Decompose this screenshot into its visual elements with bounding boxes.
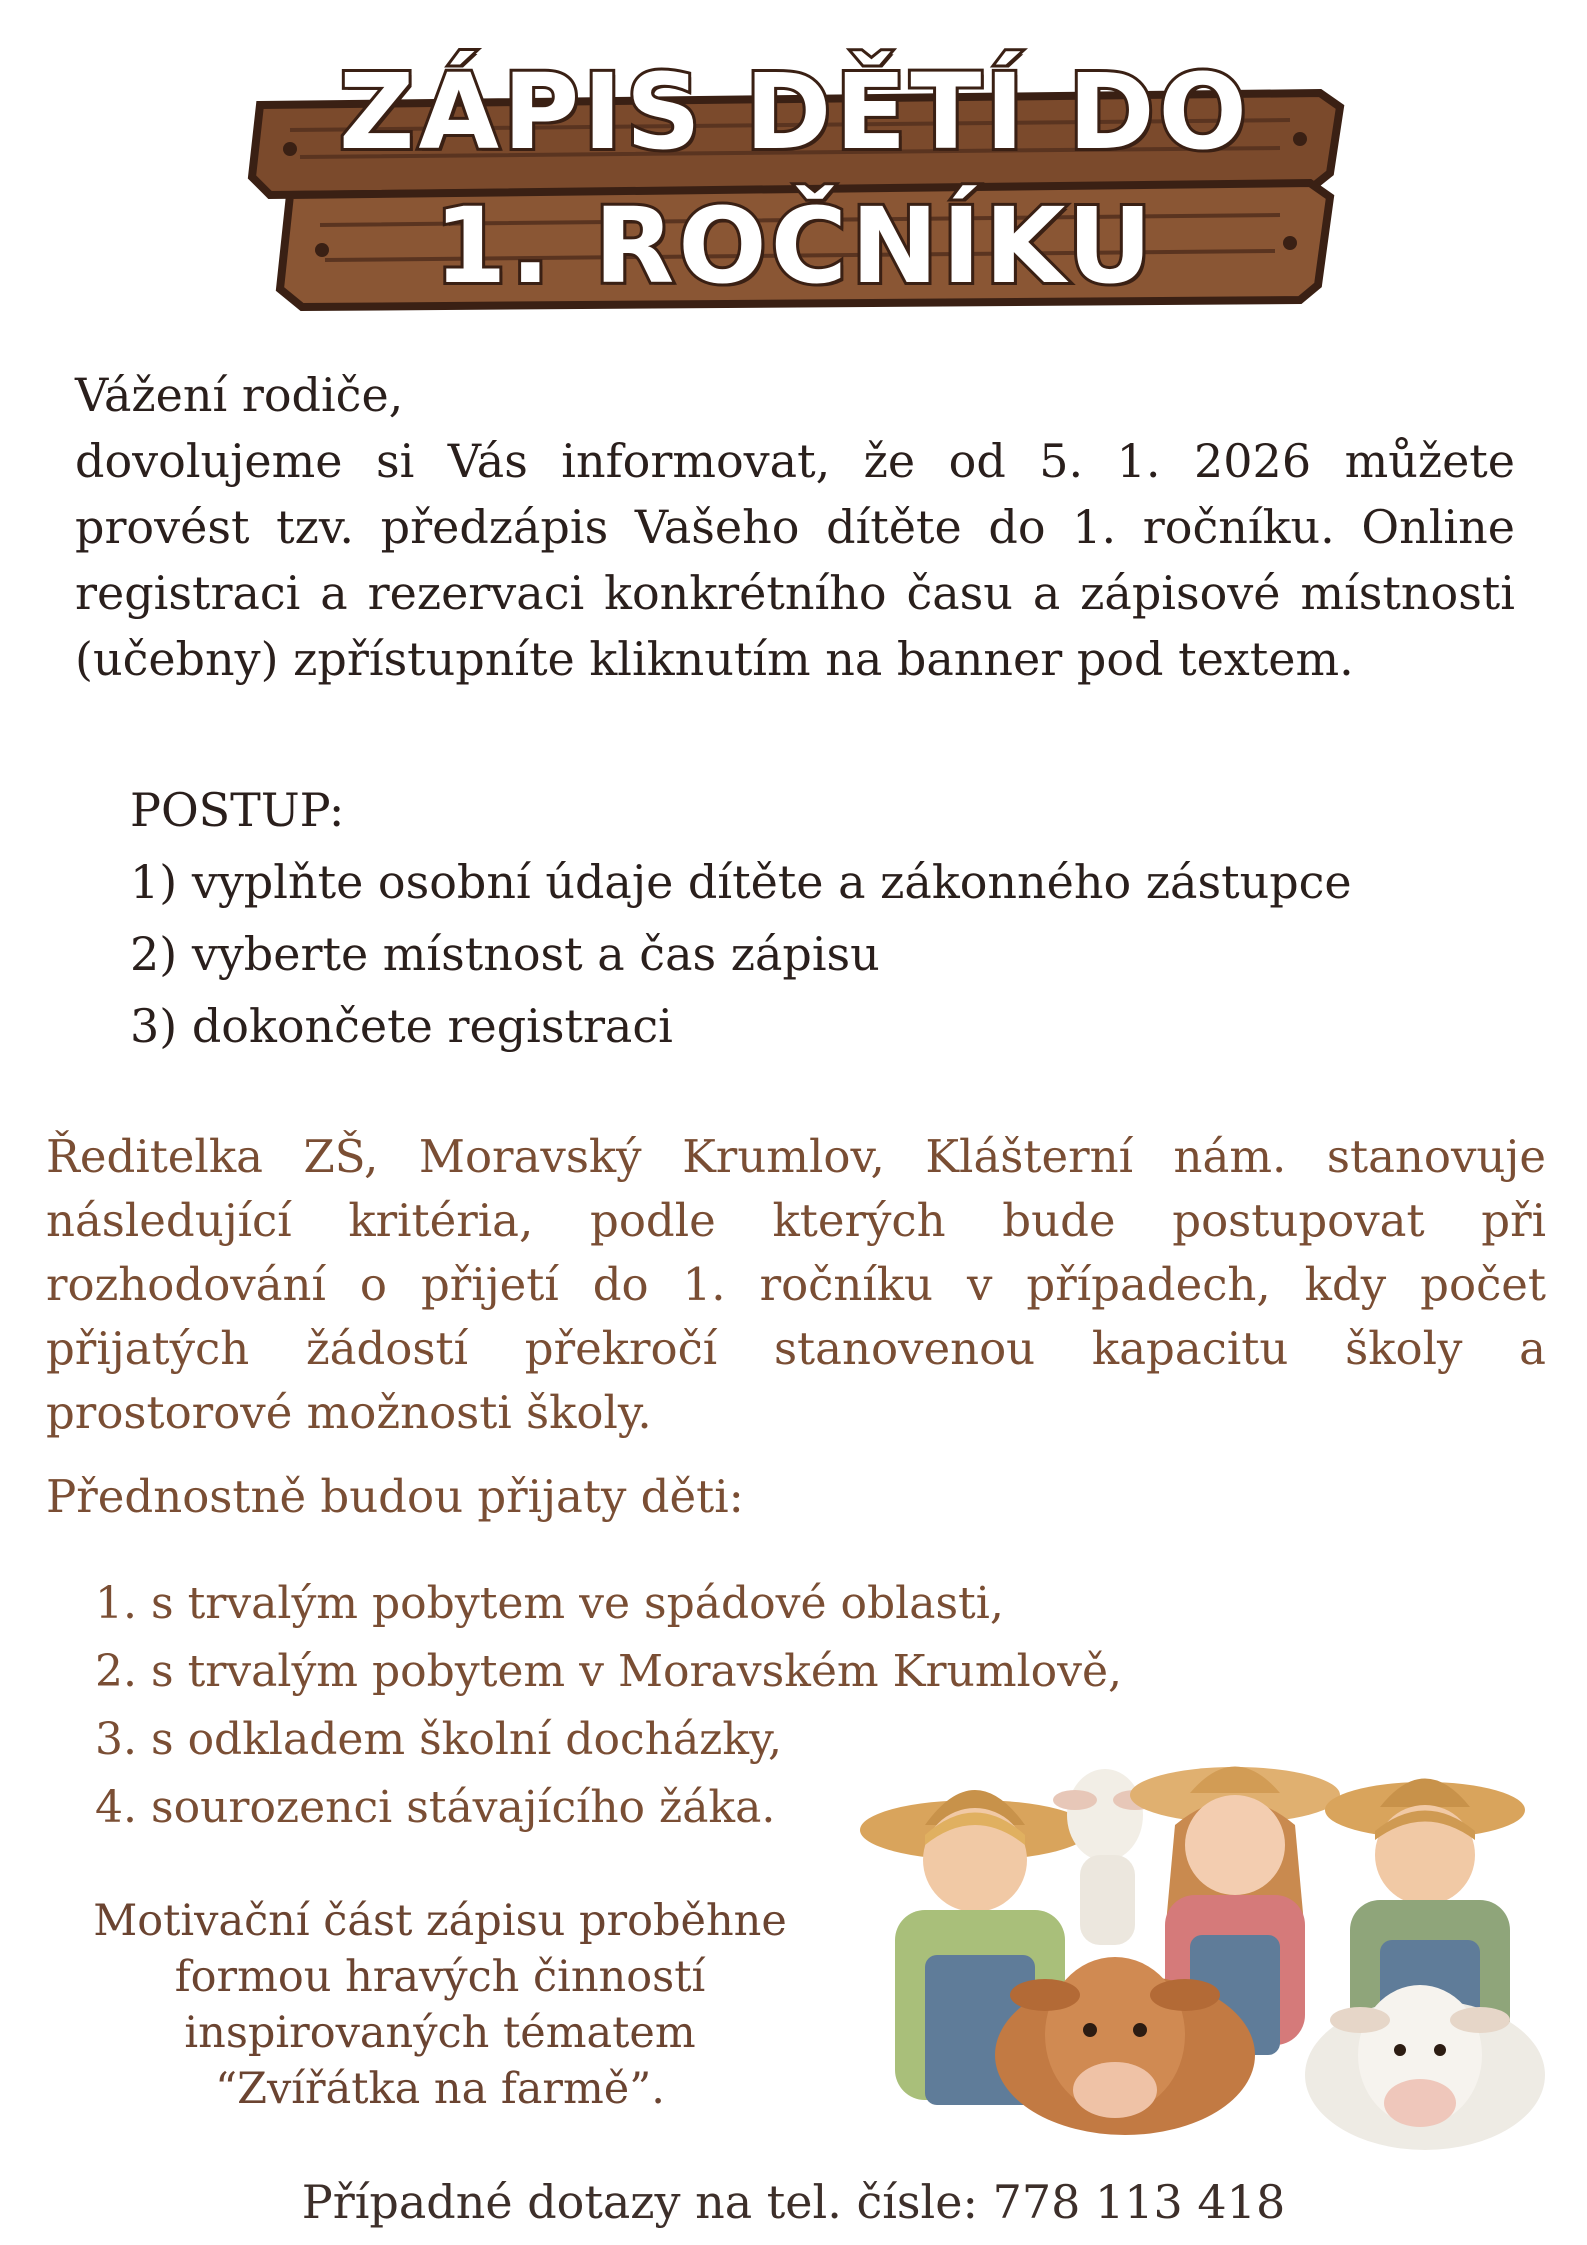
greeting: Vážení rodiče, xyxy=(75,368,404,422)
list-item xyxy=(85,1570,1285,1638)
list-text: s trvalým pobytem ve spádové oblasti, xyxy=(151,1578,1004,1629)
farm-children-icon xyxy=(835,1735,1555,2155)
list-number: 3. xyxy=(95,1714,137,1765)
step-item: 1) vyplňte osobní údaje dítěte a zákonného zástupce xyxy=(130,855,1352,909)
intro-body: dovolujeme si Vás informovat, že od 5. 1. 2026 můžete provést tzv. předzápis Vašeho dítěte do 1. ročníku. Online registraci a rezervaci konkrétního času a zápisové místnosti (učebny) zpřístupníte kliknutím na banner pod textem. xyxy=(75,434,1515,686)
step-item: 2) vyberte místnost a čas zápisu xyxy=(130,927,880,981)
motivation-line: “Zvířátka na farmě”. xyxy=(215,2064,665,2114)
list-item xyxy=(85,1638,1285,1706)
list-text: s trvalým pobytem v Moravském Krumlově, xyxy=(151,1646,1123,1697)
step-item: 3) dokončete registraci xyxy=(130,999,673,1053)
motivation-line: inspirovaných tématem xyxy=(184,2008,696,2058)
farm-children-illustration xyxy=(835,1735,1555,2155)
title-line-2: 1. ROČNÍKU xyxy=(434,185,1156,307)
title-line-1: ZÁPIS DĚTÍ DO xyxy=(339,51,1251,173)
motivation-line: formou hravých činností xyxy=(174,1952,706,2002)
title-banner xyxy=(230,45,1360,315)
steps-heading: POSTUP: xyxy=(130,783,345,837)
contact-footer: Případné dotazy na tel. čísle: 778 113 418 xyxy=(301,2175,1286,2229)
criteria-paragraph: Ředitelka ZŠ, Moravský Krumlov, Klášterní nám. stanovuje následující kritéria, podle kterých bude postupovat při rozhodování o přijetí do 1. ročníku v případech, kdy počet přijatých žádostí překročí stanovenou kapacitu školy a prostorové možnosti školy. xyxy=(46,1130,1546,1439)
motivation-text xyxy=(60,1893,820,2117)
list-text: s odkladem školní docházky, xyxy=(151,1714,783,1765)
motivation-line: Motivační část zápisu proběhne xyxy=(93,1896,787,1946)
intro-section xyxy=(75,362,1515,692)
list-number: 1. xyxy=(95,1578,137,1629)
list-text: sourozenci stávajícího žáka. xyxy=(151,1782,776,1833)
list-number: 2. xyxy=(95,1646,137,1697)
steps-section xyxy=(130,774,1530,1062)
preference-heading: Přednostně budou přijaty děti: xyxy=(46,1470,744,1523)
list-number: 4. xyxy=(95,1782,137,1833)
